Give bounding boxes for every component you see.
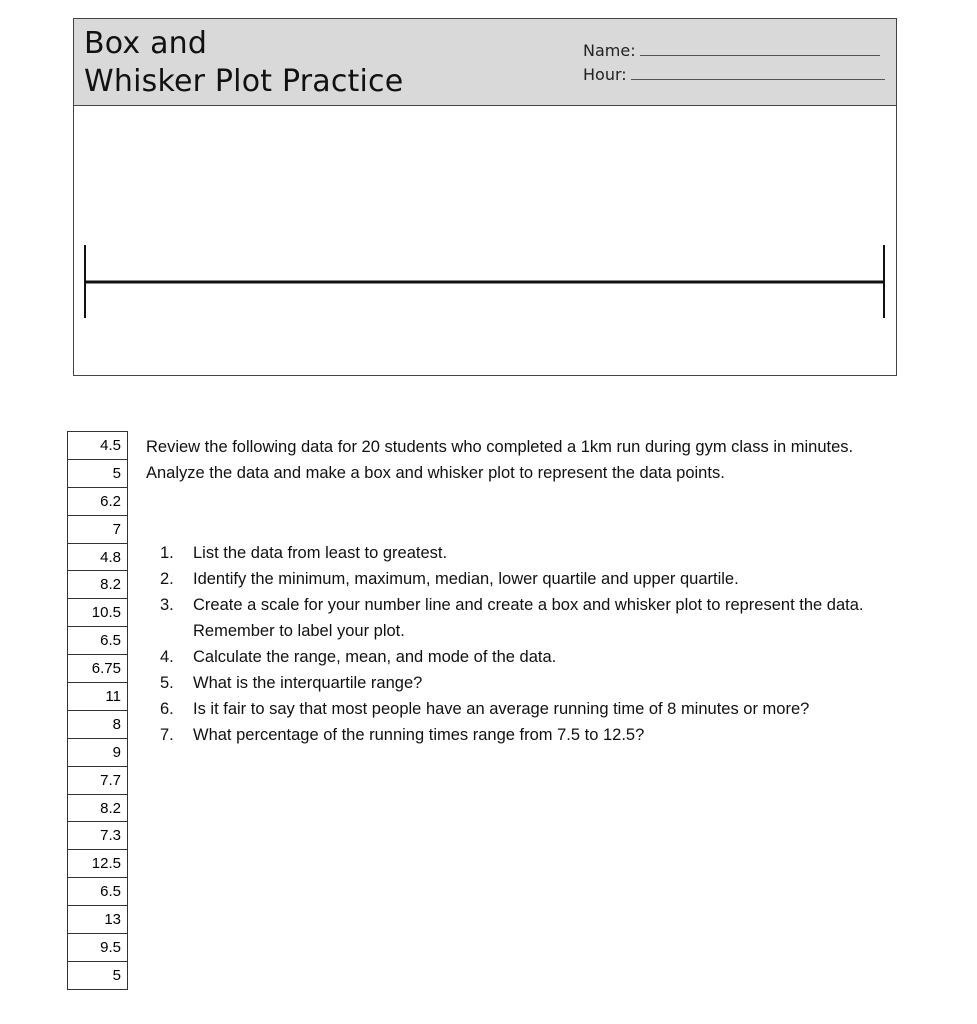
table-row	[68, 934, 128, 962]
question-item	[160, 566, 890, 592]
instructions-text: Review the following data for 20 students who completed a 1km run during gym class in minutes. Analyze the data and make a box and whisker plot to represent the data points.	[146, 438, 854, 482]
question-number: 4.	[160, 648, 174, 666]
table-row	[68, 543, 128, 571]
data-value-cell: 13	[68, 906, 128, 934]
question-item	[160, 644, 890, 670]
question-text: Create a scale for your number line and create a box and whisker plot to represent the data. Remember to label your plot.	[193, 596, 864, 640]
question-text: Calculate the range, mean, and mode of the data.	[193, 648, 557, 666]
question-number: 1.	[160, 544, 174, 562]
table-row	[68, 766, 128, 794]
data-value-cell: 6.75	[68, 655, 128, 683]
data-value-cell: 8.2	[68, 794, 128, 822]
worksheet-header	[73, 18, 897, 106]
table-row	[68, 571, 128, 599]
question-text: Identify the minimum, maximum, median, lower quartile and upper quartile.	[193, 570, 739, 588]
question-number: 5.	[160, 674, 174, 692]
data-value-cell: 5	[68, 459, 128, 487]
data-value-cell: 11	[68, 683, 128, 711]
table-row	[68, 459, 128, 487]
table-row	[68, 487, 128, 515]
data-value-cell: 9	[68, 738, 128, 766]
name-blank-line[interactable]	[640, 55, 880, 56]
table-row	[68, 850, 128, 878]
data-value-cell: 4.8	[68, 543, 128, 571]
question-text: Is it fair to say that most people have an average running time of 8 minutes or more?	[193, 700, 810, 718]
name-field[interactable]	[583, 41, 880, 60]
worksheet-title	[84, 25, 403, 101]
table-row	[68, 655, 128, 683]
question-item	[160, 540, 890, 566]
table-row	[68, 710, 128, 738]
table-row	[68, 961, 128, 989]
question-item	[160, 696, 890, 722]
table-row	[68, 738, 128, 766]
plot-area[interactable]	[73, 106, 897, 376]
question-item	[160, 722, 890, 748]
table-row	[68, 627, 128, 655]
data-value-cell: 8.2	[68, 571, 128, 599]
hour-field[interactable]	[583, 65, 885, 84]
blank-number-line	[74, 106, 898, 376]
question-item	[160, 670, 890, 696]
data-value-cell: 6.2	[68, 487, 128, 515]
question-text: What is the interquartile range?	[193, 674, 423, 692]
data-value-cell: 7.3	[68, 822, 128, 850]
table-row	[68, 599, 128, 627]
name-label: Name:	[583, 41, 636, 60]
table-row	[68, 683, 128, 711]
data-table	[67, 431, 128, 990]
table-row	[68, 515, 128, 543]
table-row	[68, 878, 128, 906]
data-value-cell: 6.5	[68, 878, 128, 906]
hour-label: Hour:	[583, 65, 627, 84]
table-row	[68, 906, 128, 934]
question-item	[160, 592, 890, 644]
data-value-cell: 9.5	[68, 934, 128, 962]
title-line-2: Whisker Plot Practice	[84, 64, 404, 99]
question-number: 2.	[160, 570, 174, 588]
data-value-cell: 7.7	[68, 766, 128, 794]
data-value-cell: 5	[68, 961, 128, 989]
question-number: 7.	[160, 726, 174, 744]
hour-blank-line[interactable]	[631, 79, 885, 80]
question-list	[160, 540, 890, 748]
data-value-cell: 6.5	[68, 627, 128, 655]
data-value-cell: 4.5	[68, 432, 128, 460]
table-row	[68, 432, 128, 460]
table-row	[68, 794, 128, 822]
data-value-cell: 7	[68, 515, 128, 543]
question-number: 6.	[160, 700, 174, 718]
question-text: List the data from least to greatest.	[193, 544, 448, 562]
data-value-cell: 8	[68, 710, 128, 738]
data-value-cell: 12.5	[68, 850, 128, 878]
question-text: What percentage of the running times range from 7.5 to 12.5?	[193, 726, 645, 744]
question-number: 3.	[160, 596, 174, 614]
title-line-1: Box and	[84, 26, 208, 61]
data-value-cell: 10.5	[68, 599, 128, 627]
table-row	[68, 822, 128, 850]
